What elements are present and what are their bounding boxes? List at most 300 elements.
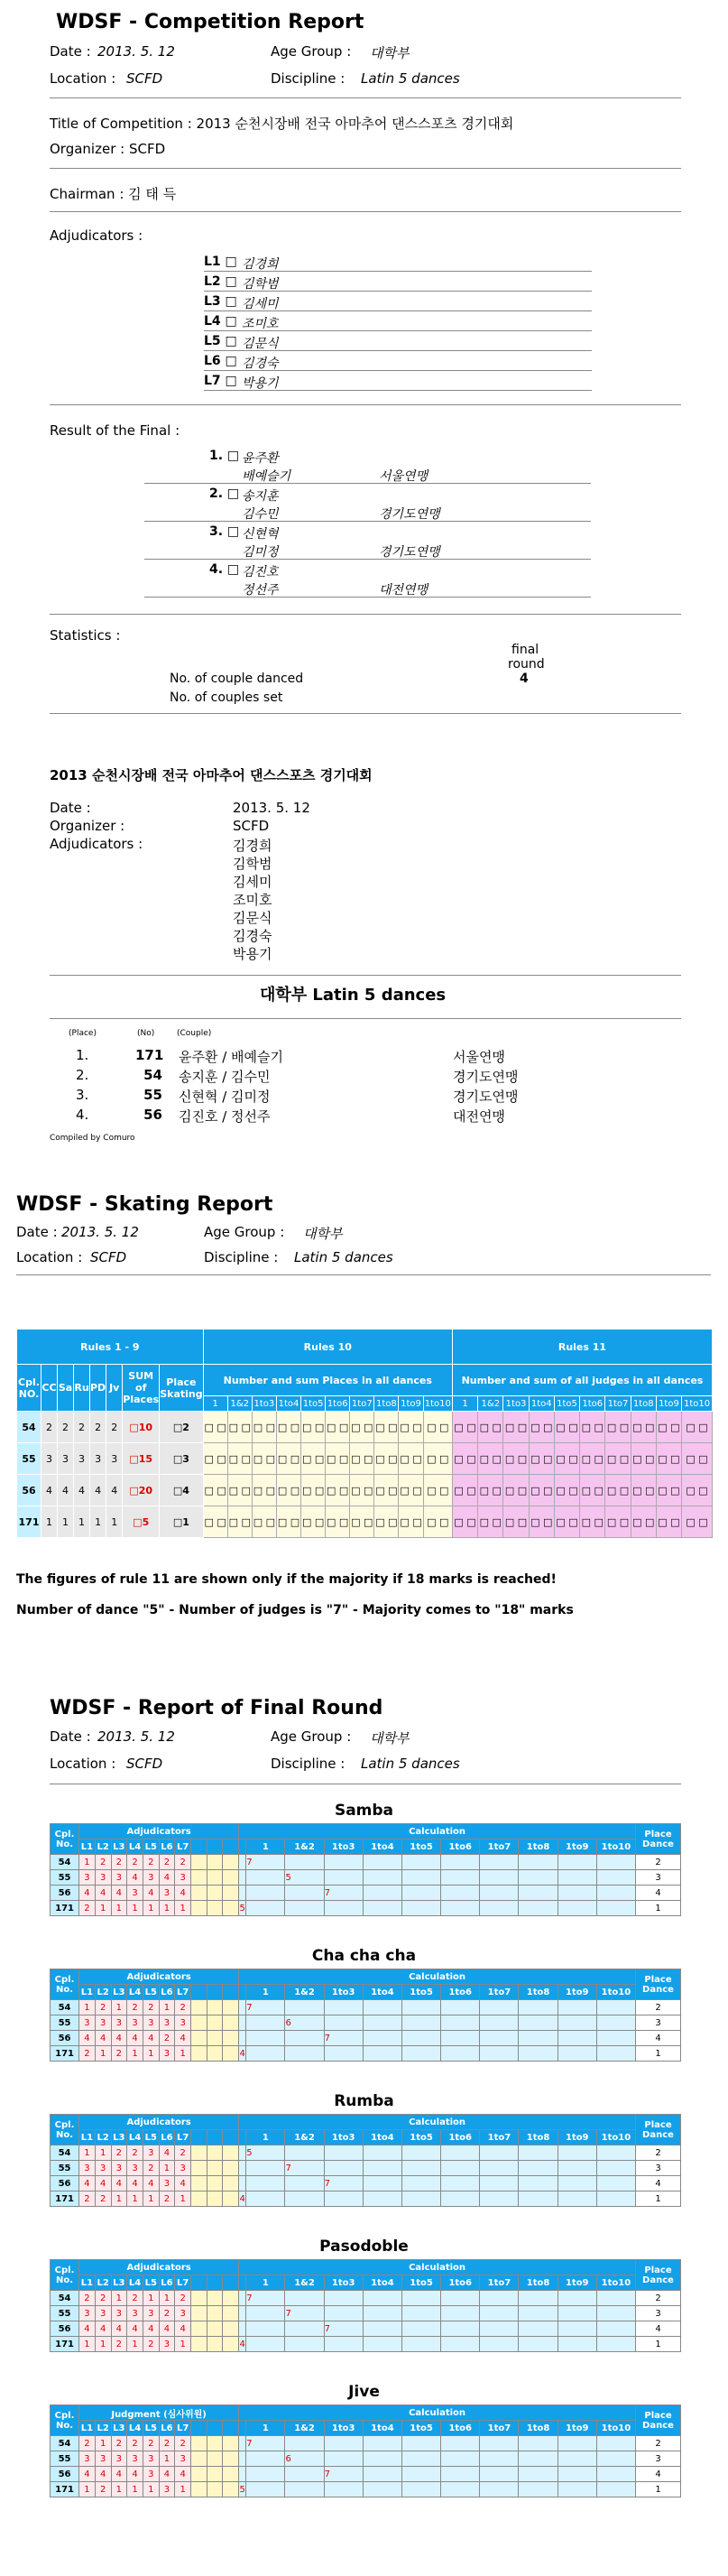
judge-spare-cell [191,2451,207,2467]
result-label: Result of the Final : [50,422,180,439]
couple-number: 171 [51,2191,79,2207]
judge-spare-cell [191,2467,207,2482]
calc-col-header: 1to8 [631,1396,656,1412]
judge-spare-cell [223,2046,239,2062]
judge-mark: 4 [127,1870,143,1886]
calc-cell [596,2145,635,2161]
judge-spare-cell [207,2161,223,2176]
summary-date-label: Date : [50,800,91,816]
calc-cell: 6 [285,2015,324,2031]
judge-col-header: L2 [95,2275,111,2291]
adjudicator-underline [204,291,592,292]
place-dance-value: 3 [636,2015,681,2031]
rule11-cell: □ □ [529,1443,554,1475]
adjudicator-code: L3 □ [204,294,237,309]
judge-spare-cell [191,2145,207,2161]
calc-cell [246,2031,285,2046]
result-place: 4. □ [209,562,240,577]
judge-mark: 2 [143,2436,159,2451]
rule11-cell: □ □ [605,1412,631,1443]
judge-col-header: L6 [159,2130,175,2145]
place-dance-header: Place Dance [636,1969,681,2000]
dance-table [50,2114,681,2207]
chairman: Chairman : 김 태 득 [50,186,177,202]
judge-mark: 3 [159,2015,175,2031]
adjudicator-name: 김학범 [242,277,279,292]
judge-spare-cell [207,2291,223,2306]
calc-gap-cell [239,2176,246,2191]
rule10-cell: □ □ [374,1506,399,1538]
cpl-no-header: Cpl. NO. [17,1365,41,1412]
summary-category: 대학부 Latin 5 dances [260,986,447,1005]
rule10-cell: □ □ [423,1443,452,1475]
skating-report-title: WDSF - Skating Report [16,1193,273,1216]
judge-spare-cell [191,2482,207,2497]
adjudicator-underline [204,271,592,272]
calc-cell [480,2191,519,2207]
calc-cell [596,2031,635,2046]
summary-place: 3. [76,1087,89,1103]
judge-spare-header [207,2275,223,2291]
judge-spare-cell [207,2467,223,2482]
fr-agegroup-value: 대학부 [370,1730,410,1747]
judge-mark: 2 [175,2145,191,2161]
rule11-cell: □ □ [554,1506,579,1538]
cpl-no-header: Cpl. No. [51,2115,79,2145]
calc-col-header: 1to4 [276,1396,300,1412]
calc-cell [324,2000,363,2015]
calc-cell [480,1901,519,1916]
skating-dance-place: 4 [58,1475,74,1506]
calc-cell [401,2306,440,2321]
rule10-cell: □ □ [399,1506,423,1538]
judge-mark: 4 [95,2467,111,2482]
dance-row [51,2291,681,2306]
rule10-cell: □ □ [203,1506,227,1538]
calc-cell [596,1901,635,1916]
calc-col-header: 1to6 [580,1396,605,1412]
calc-gap-cell [239,2161,246,2176]
judge-mark: 2 [143,2337,159,2352]
adjudicators-label: Adjudicators : [50,227,143,244]
dance-row [51,1901,681,1916]
calc-cell [441,2467,480,2482]
rule11-cell: □ □ [656,1443,681,1475]
judge-mark: 3 [95,2015,111,2031]
skating-sum: □5 [123,1506,160,1538]
skating-note-2: Number of dance "5" - Number of judges is "7" - Majority comes to "18" marks [16,1603,574,1617]
calc-cell [246,2482,285,2497]
calc-gap-cell [239,2291,246,2306]
calc-col-header: 1to5 [401,1985,440,2000]
adjudicator-underline [204,330,592,331]
couples-set-label: No. of couples set [170,690,283,705]
skating-couple-number: 171 [17,1506,41,1538]
dance-col-header: CC [41,1365,58,1412]
calc-col-header: 1to9 [558,2275,596,2291]
skating-row [17,1506,713,1538]
calc-cell [596,2306,635,2321]
judge-mark: 3 [143,2451,159,2467]
couple-number: 55 [51,2161,79,2176]
rule10-cell: □ □ [252,1506,276,1538]
judge-spare-cell [207,1870,223,1886]
rules-10-header: Rules 10 [203,1330,452,1365]
judge-mark: 2 [143,2000,159,2015]
rule10-cell: □ □ [374,1412,399,1443]
judge-mark: 1 [159,2451,175,2467]
calc-cell [246,2046,285,2062]
calc-col-header: 1to9 [558,1985,596,2000]
judge-mark: 1 [79,2145,96,2161]
adjudicator-underline [204,390,592,391]
summary-title: 2013 순천시장배 전국 아마추어 댄스스포츠 경기대회 [50,767,373,783]
rule11-cell: □ □ [503,1412,529,1443]
judge-mark: 2 [127,2436,143,2451]
calc-cell [401,2031,440,2046]
rule11-cell: □ □ [554,1475,579,1506]
judge-spare-cell [191,2191,207,2207]
fr-date-value: 2013. 5. 12 [97,1728,175,1745]
skating-place: □3 [160,1443,203,1475]
rule10-cell: □ □ [276,1443,300,1475]
rule10-cell: □ □ [227,1443,252,1475]
calc-cell [441,1870,480,1886]
summary-couple: 신현혁 / 김미정 [179,1089,271,1105]
cpl-no-header: Cpl. No. [51,2405,79,2436]
calc-col-header: 1to4 [363,2130,401,2145]
judge-spare-cell [191,2337,207,2352]
judge-mark: 2 [79,2436,96,2451]
fr-location-value: SCFD [126,1756,163,1772]
dance-row [51,2161,681,2176]
calc-cell [441,2145,480,2161]
judge-mark: 1 [111,2482,127,2497]
calc-cell: 7 [324,2031,363,2046]
calc-col-header: 1to8 [519,2275,558,2291]
rule11-cell: □ □ [631,1443,656,1475]
adjudicator-name: 김문식 [242,337,279,351]
calc-col-header: 1&2 [227,1396,252,1412]
rule11-cell: □ □ [452,1506,477,1538]
couple-number: 55 [51,2015,79,2031]
judge-spare-cell [223,1870,239,1886]
couple-number: 54 [51,2000,79,2015]
calc-cell [519,2436,558,2451]
summary-club: 서울연맹 [453,1049,505,1065]
calc-cell [324,2451,363,2467]
final-round-label-1: final [511,643,539,657]
calc-cell [401,2046,440,2062]
calc-col-header: 1to10 [682,1396,713,1412]
calc-col-header: 1to7 [605,1396,631,1412]
couple-number: 171 [51,1901,79,1916]
judge-col-header: L2 [95,2421,111,2436]
judge-col-header: L4 [127,2421,143,2436]
couple-number: 171 [51,2482,79,2497]
skating-place: □4 [160,1475,203,1506]
calc-col-header: 1to3 [503,1396,529,1412]
calc-cell [363,2161,401,2176]
calc-cell [441,2291,480,2306]
summary-adjudicator: 김세미 [233,874,272,890]
judge-mark: 1 [159,2161,175,2176]
calc-col-header: 1to7 [350,1396,374,1412]
place-dance-value: 3 [636,2161,681,2176]
calc-cell [558,2161,596,2176]
judge-mark: 2 [95,1855,111,1870]
judge-spare-cell [207,1886,223,1901]
col-couple-label: (Couple) [177,1029,212,1038]
calc-cell: 7 [246,2291,285,2306]
summary-place: 4. [76,1107,89,1123]
place-dance-value: 4 [636,2176,681,2191]
judge-mark: 1 [111,1901,127,1916]
calc-cell [441,1886,480,1901]
skating-dance-place: 4 [90,1475,106,1506]
calc-col-header: 1&2 [478,1396,503,1412]
cpl-no-header: Cpl. No. [51,1969,79,2000]
place-dance-header: Place Dance [636,2260,681,2291]
summary-adjudicator: 김문식 [233,910,272,926]
calc-cell [363,2015,401,2031]
judge-mark: 3 [111,2451,127,2467]
judge-mark: 4 [159,1870,175,1886]
judge-mark: 2 [143,1855,159,1870]
calc-cell [596,2161,635,2176]
calc-cell [480,1870,519,1886]
judge-spare-header [207,2421,223,2436]
calc-cell [596,2046,635,2062]
calc-cell [519,2306,558,2321]
calc-gap-cell: 4 [239,2337,246,2352]
calc-cell [480,2306,519,2321]
calc-cell [285,2482,324,2497]
adjudicator-underline [204,310,592,311]
judge-mark: 1 [159,2291,175,2306]
adjudicator-code: L5 □ [204,334,237,348]
adjudicator-code: L4 □ [204,314,237,329]
judge-mark: 3 [111,2015,127,2031]
judge-mark: 2 [111,2337,127,2352]
judge-mark: 1 [127,2046,143,2062]
calc-cell: 7 [246,2436,285,2451]
calc-cell [480,1886,519,1901]
judge-col-header: L3 [111,1839,127,1855]
judges-header: Adjudicators [79,2115,239,2130]
judge-spare-cell [207,2306,223,2321]
calc-col-header: 1to10 [596,2275,635,2291]
skating-date-value: 2013. 5. 12 [61,1224,139,1240]
judge-mark: 3 [127,1886,143,1901]
rule11-cell: □ □ [656,1412,681,1443]
judge-mark: 1 [111,2291,127,2306]
calc-gap-cell: 5 [239,1901,246,1916]
judge-mark: 2 [127,1855,143,1870]
calc-cell [246,2467,285,2482]
calc-cell: 7 [285,2161,324,2176]
calc-cell [480,2015,519,2031]
calc-col-header: 1to9 [399,1396,423,1412]
couple-number: 54 [51,2291,79,2306]
adjudicator-name: 김경희 [242,257,279,272]
calc-cell [363,2291,401,2306]
calculation-header: Calculation [239,1824,636,1839]
calc-cell [363,2306,401,2321]
judge-mark: 4 [79,2467,96,2482]
rule10-cell: □ □ [301,1475,326,1506]
judge-col-header: L1 [79,2275,96,2291]
judge-spare-cell [223,1886,239,1901]
dance-row [51,2321,681,2337]
dance-row [51,2145,681,2161]
calc-cell [363,1855,401,1870]
rule11-cell: □ □ [554,1443,579,1475]
calc-cell [519,2321,558,2337]
final-round-title: WDSF - Report of Final Round [50,1697,383,1719]
calc-cell [558,2191,596,2207]
judge-col-header: L7 [175,2130,191,2145]
judge-mark: 3 [175,2306,191,2321]
calc-cell [480,2482,519,2497]
calc-cell [285,2191,324,2207]
calc-col-header: 1&2 [285,1839,324,1855]
place-dance-value: 1 [636,2482,681,2497]
judge-mark: 2 [159,2436,175,2451]
calc-cell [363,2436,401,2451]
summary-number: 171 [135,1047,164,1063]
judge-spare-cell [223,2015,239,2031]
rule10-cell: □ □ [301,1443,326,1475]
result-club: 경기도연맹 [379,545,440,560]
result-underline [144,521,591,522]
place-dance-value: 1 [636,2046,681,2062]
result-lady: 배예슬기 [242,469,291,484]
calc-cell [519,2000,558,2015]
dance-col-header: Sa [58,1365,74,1412]
calc-col-header: 1to6 [441,1985,480,2000]
judge-mark: 2 [79,2046,96,2062]
calc-cell [285,2145,324,2161]
adjudicator-underline [204,350,592,351]
rule10-cell: □ □ [399,1475,423,1506]
skating-location-value: SCFD [90,1249,127,1265]
couples-danced-value: 4 [520,672,529,686]
rule10-cell: □ □ [203,1443,227,1475]
calc-gap-cell [239,2436,246,2451]
judges-header: Judgment (심사위원) [79,2405,239,2421]
skating-dance-place: 3 [41,1443,58,1475]
judge-col-header: L4 [127,1985,143,2000]
skating-agegroup-value: 대학부 [303,1226,343,1242]
dance-row [51,1886,681,1901]
summary-club: 대전연맹 [453,1108,505,1125]
calc-cell [285,2436,324,2451]
calc-cell [519,2191,558,2207]
judges-header: Adjudicators [79,2260,239,2275]
judge-spare-header [207,1985,223,2000]
judge-spare-cell [207,2337,223,2352]
skating-discipline-value: Latin 5 dances [294,1249,393,1265]
skating-dance-place: 2 [90,1412,106,1443]
judge-spare-cell [191,2321,207,2337]
dance-row [51,1870,681,1886]
calc-cell [441,2436,480,2451]
rule10-cell: □ □ [423,1506,452,1538]
judge-mark: 4 [175,2176,191,2191]
judge-mark: 1 [175,1901,191,1916]
skating-place: □2 [160,1412,203,1443]
calc-cell [480,2000,519,2015]
summary-place: 2. [76,1067,89,1083]
rule10-cell: □ □ [301,1506,326,1538]
judge-mark: 3 [143,2467,159,2482]
judge-mark: 4 [175,2467,191,2482]
judge-mark: 1 [79,2337,96,2352]
rule10-cell: □ □ [276,1412,300,1443]
judge-spare-cell [207,2031,223,2046]
calc-cell [246,2337,285,2352]
calculation-header: Calculation [239,2405,636,2421]
judge-mark: 2 [79,1901,96,1916]
calc-col-header: 1to3 [324,2275,363,2291]
judge-spare-cell [207,2046,223,2062]
calc-cell [363,1901,401,1916]
judge-mark: 3 [175,2161,191,2176]
summary-club: 경기도연맹 [453,1089,519,1105]
calc-col-header: 1to3 [252,1396,276,1412]
calc-cell [596,2000,635,2015]
calc-cell [246,2306,285,2321]
calc-cell [401,1855,440,1870]
judge-mark: 1 [79,2000,96,2015]
judge-mark: 1 [127,2191,143,2207]
skating-dance-place: 2 [41,1412,58,1443]
calc-col-header: 1 [246,1839,285,1855]
calc-cell [363,1886,401,1901]
agegroup-value: 대학부 [370,45,410,61]
summary-number: 55 [143,1087,162,1103]
result-lady: 정선주 [242,583,279,598]
date-value: 2013. 5. 12 [97,43,175,60]
adjudicator-name: 박용기 [242,376,279,391]
summary-place: 1. [76,1047,89,1063]
judge-spare-cell [223,2436,239,2451]
place-dance-value: 2 [636,2291,681,2306]
dance-row [51,2451,681,2467]
skating-couple-number: 55 [17,1443,41,1475]
calc-cell [480,1855,519,1870]
calc-cell [596,1886,635,1901]
calc-cell [441,2031,480,2046]
judge-col-header: L4 [127,2130,143,2145]
judge-spare-cell [207,1855,223,1870]
calc-cell [401,2176,440,2191]
calc-cell [441,2000,480,2015]
dance-row [51,2046,681,2062]
judge-mark: 2 [175,2291,191,2306]
calc-cell [480,2161,519,2176]
calc-cell [558,2046,596,2062]
dance-name: Cha cha cha [311,1947,417,1965]
dance-col-header: PD [90,1365,106,1412]
calc-col-header: 1to9 [558,2421,596,2436]
skating-row [17,1412,713,1443]
result-club: 대전연맹 [379,583,429,598]
calc-col-header: 1to8 [374,1396,399,1412]
couple-number: 56 [51,2321,79,2337]
calc-cell [519,2451,558,2467]
